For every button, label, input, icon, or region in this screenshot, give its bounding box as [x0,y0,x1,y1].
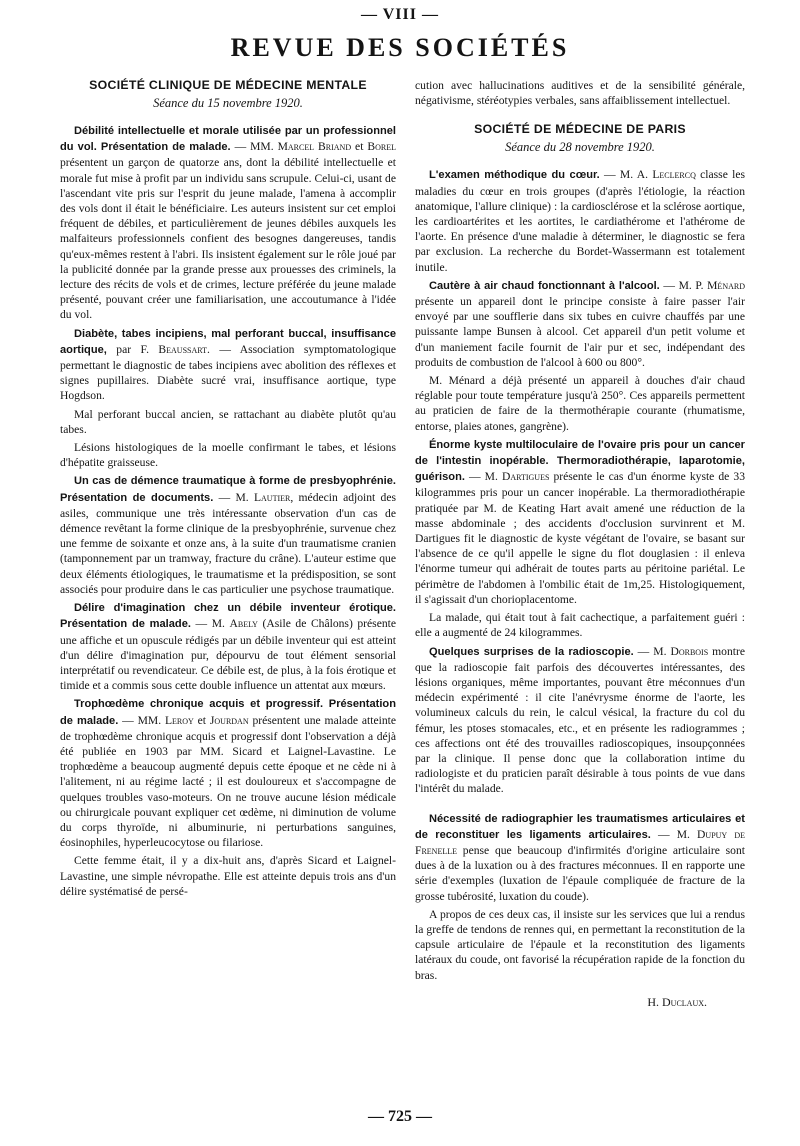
author-name: F. Beaussart [140,342,207,356]
author-name: Dupuy de Frenelle [415,827,745,857]
article-heading: Débilité intellectuelle et morale utilisée par un professionnel du vol. Présentation de malade. [60,125,396,154]
article-paragraph: Nécessité de radiographier les traumatismes articulaires et de reconstituer les ligaments articulaires. — M. Dupuy de Frenelle pense que beaucoup d'infirmités d'origine articulaire sont dues à de la luxation ou à des fractures méconnues. Il en rapporte une série d'exemples (luxation de l'épaule compliquée de fracture de la grosse tubérosité, luxation du coude). [415,812,745,903]
author-name: Leroy [164,713,194,727]
article-body: pense que beaucoup d'infirmités d'origine articulaire sont dues à de la luxation ou à des fractures méconnues. Il en rapporte une série d'exemples (luxation de l'épaule compliquée de fracture de la grosse tubérosité, luxation du coude). [415,843,745,903]
article-paragraph: Lésions histologiques de la moelle confirmant le tabes, et lésions d'hépatite graisseuse. [60,441,396,470]
article-paragraph: A propos de ces deux cas, il insiste sur les services que lui a rendus la greffe de tendons de rennes qui, en permettant la reconstitution de la capsule articulaire de l'épaule et la reconstitution des ligaments latéraux du coude, ont favorisé la récupération rapide de la fonction du bras. [415,907,745,982]
continued-paragraph: cution avec hallucinations auditives et de la sensibilité générale, négativisme, stéréotypies verbales, sans affaiblissement intellectuel. [415,79,745,108]
article-paragraph: Mal perforant buccal ancien, se rattachant au diabète plutôt qu'au tabes. [60,407,396,436]
article-body: , médecin adjoint des asiles, communique une très intéressante observation d'un cas de démence revêtant la forme clinique de la presbyophrénie, survenue chez une femme de soixante et onze ans, à la suite d'un traumatisme cranien (tamponnement par un tramway, fracture du crâne). L'auteur estime que deux éléments étiologiques, le traumatisme et la prédisposition, se sont associés pour produire dans le cas particulier une psychose traumatique. [60,490,396,596]
article-body: présente un appareil dont le principe consiste à faire passer l'air envoyé par une soufflerie dans six tubes en cuivre chauffés par une puissante lampe Bunsen à alcool. Cet appareil d'un petit volume et d'un maniement facile fournit de l'air pur et sec, indépendant des produits de combustion de l'alcool à 600 ou 800°. [415,295,745,369]
article-paragraph: M. Ménard a déjà présenté un appareil à douches d'air chaud réglable pour toute température jusqu'à 250°. Ces appareils permettent au praticien de faire de la thermothérapie courante (rhumatisme, entorse, plaies atones, gangrène). [415,374,745,433]
session-date: Séance du 28 novembre 1920. [505,140,655,155]
article-heading: Un cas de démence traumatique à forme de presbyophrénie. Présentation de documents. [60,475,396,504]
article-heading: Énorme kyste multiloculaire de l'ovaire pris pour un cancer de l'intestin inopérable. Thermoradiothérapie, laparotomie, guérison. [415,438,745,484]
article-body: montre que la radioscopie fait parfois des découvertes intéressantes, des lésions organiques, même importantes, pouvant être méconnues d'un médecin expérimenté : il cite l'anévrysme énorme de l'aorte, les volumineux calculs du rein, le calcul vésical, la fracture du col du fémur, les ptoses stomacales, etc., et en présente les radiogrammes ; ces affections ont été des trouvailles radioscopiques, insoupçonnées par la clinique. Il pense donc que la collaboration intime du radiologiste et du praticien paraît désirable à tous points de vue dans l'intérêt du malade. [415,644,745,796]
article-heading: L'examen méthodique du cœur. [429,169,600,182]
author-name: Jourdan [209,713,249,727]
article-paragraph: Quelques surprises de la radioscopie. — M. Dorbois montre que la radioscopie fait parfois des découvertes intéressantes, des lésions organiques, même importantes, pouvant être méconnues d'un médecin expérimenté : il cite l'anévrysme énorme de l'aorte, les volumineux calculs du rein, le calcul vésical, la fracture du col du fémur, les ptoses stomacales, etc., et en présente les radiogrammes ; ces affections ont été des trouvailles radioscopiques, insoupçonnées par la clinique. Il pense donc que la collaboration intime du radiologiste et du praticien paraît désirable à tous points de vue dans l'intérêt du malade. [415,644,745,796]
author-name: Dorbois [670,644,709,658]
author-name: Marcel Briand [277,140,352,154]
article-paragraph: Débilité intellectuelle et morale utilisée par un professionnel du vol. Présentation de malade. — MM. Marcel Briand et Borel présentent un garçon de quatorze ans, dont la débilité intellectuelle et morale fut mise à profit par un individu sans scrupule. Celui-ci, usant de l'ascendant vite pris sur l'esprit du jeune malade, l'amena à accomplir des vols dont il était le bénéficiaire. Les auteurs insistent sur cet emploi fréquent de débiles, et particulièrement de jeunes débiles auxquels les malfaiteurs professionnels confient des besognes dangereuses, tandis qu'eux-mêmes restent à l'abri. Ils insistent également sur le rôle joué par la publicité donnée par la grande presse aux prouesses des criminels, la lecture des récits de vols et de crimes, lecture préférée du jeune malade présenté, pouvant créer une familiarisation, une accoutumance à l'idée du vol. [60,125,396,322]
signature: H. Duclaux. [647,994,707,1009]
author-name: Ménard [707,278,745,292]
article-paragraph: Cautère à air chaud fonctionnant à l'alcool. — M. P. Ménard présente un appareil dont le principe consiste à faire passer l'air envoyé par une soufflerie dans six tubes en cuivre chauffés par une puissante lampe Bunsen à alcool. Cet appareil d'un petit volume et d'un maniement facile fournit de l'air pur et sec, indépendant des produits de combustion de l'alcool à 600 ou 800°. [415,278,745,369]
article-heading: Trophœdème chronique acquis et progressif. Présentation de malade. [60,698,396,727]
article-body: présente le cas d'un énorme kyste de 33 kilogrammes pris pour un cancer inopérable. La thermoradiothérapie pratiquée par M. de Keating Hart avait amené une réduction de la masse abdominale ; des accidents d'occlusion survinrent et M. Dartigues fit le diagnostic de kyste végétant de l'ovaire, se basant sur l'absence de ce qu'il appelle le signe du flot douglasien : il enleva l'énorme tumeur qui adhérait de toutes parts au péritoine pariétal. Le périmètre de l'abdomen à l'ombilic était de 1m,25. Histologiquement, il s'agissait d'un chorioplacentome. [415,470,745,606]
author-name: Leclercq [652,168,696,182]
article-body: (Asile de Châlons) présente une affiche et un opuscule rédigés par un débile inventeur qui est atteint d'un délire d'imagination pur, dépourvu de tout élément sensorial interprétatif ou revendicateur. Ce débile est, de plus, à la fois érotique et timide et a commis sous cette double influence un attentat aux mœurs. [60,617,396,693]
article-paragraph: Un cas de démence traumatique à forme de presbyophrénie. Présentation de documents. — M. Lautier, médecin adjoint des asiles, communique une très intéressante observation d'un cas de démence revêtant la forme clinique de la presbyophrénie, survenue chez une femme de soixante et onze ans, à la suite d'un traumatisme cranien (tamponnement par un tramway, fracture du crâne). L'auteur estime que deux éléments étiologiques, le traumatisme et la prédisposition, se sont associés pour produire dans le cas particulier une psychose traumatique. [60,475,396,596]
author-name: Lautier [253,490,291,504]
article-heading: Cautère à air chaud fonctionnant à l'alcool. [429,279,660,292]
article-body: présentent une malade atteinte de trophœdème chronique acquis et progressif dont l'observation a déjà été publiée en 1903 par MM. Sicard et Laignel-Lavastine. Le trophœdème a beaucoup augmenté depuis cette époque et ne cède ni à l'alitement, ni au régime lacté ; il est douloureux et s'accompagne de quelques troubles vaso-moteurs. On ne trouve aucune lésion médicale ou chirurgicale pouvant expliquer cet œdème, ni diminution de volume du corps thyroïde, ni albuminurie, ni perturbations sanguines, éosinophiles, hyperleucocytose ou filariose. [60,713,396,850]
page-title: REVUE DES SOCIÉTÉS [230,33,570,62]
article-paragraph: Diabète, tabes incipiens, mal perforant buccal, insuffisance aortique, par F. Beaussart. — Association symptomatologique permettant le diagnostic de tabes incipiens avec abolition des réflexes et signes pupillaires. Diabète sucré vrai, insuffisance aortique, type Hogdson. [60,327,396,403]
article-body: . — Association symptomatologique permettant le diagnostic de tabes incipiens avec abolition des réflexes et signes pupillaires. Diabète sucré vrai, insuffisance aortique, type Hogdson. [60,342,396,403]
article-paragraph: La malade, qui était tout à fait cachectique, a parfaitement guéri : elle a augmenté de 24 kilogrammes. [415,611,745,640]
article-body: présentent un garçon de quatorze ans, dont la débilité intellectuelle et morale fut mise à profit par un individu sans scrupule. Celui-ci, usant de l'ascendant vite pris sur l'esprit du jeune malade, l'amena à accomplir des vols dont il était le bénéficiaire. Les auteurs insistent sur cet emploi fréquent de débiles, et particulièrement de jeunes débiles auxquels les malfaiteurs professionnels confient des besognes dangereuses, tandis qu'eux-mêmes restent à l'abri. Ils insistent également sur le rôle joué par la publicité donnée par la grande presse aux prouesses des criminels, la lecture des récits de vols et de crimes, lecture préférée du jeune malade présenté, pouvant créer une familiarisation, une accoutumance à l'idée du vol. [60,156,396,322]
article-body: classe les maladies du cœur en trois groupes (d'après l'étiologie, la réaction anatomique, l'allure clinique) : la cardiosclérose et la sclérose aortique, les cardioartérites et les aortites, le cardiathérome et l'athérome de l'aorte. En présence d'une maladie à déterminer, le diagnostic se fera par exclusion. La recherche du Bordet-Wassermann est totalement inutile. [415,168,746,274]
article-heading: Délire d'imagination chez un débile inventeur érotique. Présentation de malade. [60,602,396,631]
author-name: Abely [229,617,258,631]
society-heading: SOCIÉTÉ DE MÉDECINE DE PARIS [474,122,686,137]
article-paragraph: Délire d'imagination chez un débile inventeur érotique. Présentation de malade. — M. Abely (Asile de Châlons) présente une affiche et un opuscule rédigés par un débile inventeur qui est atteint d'un délire d'imagination pur, dépourvu de tout élément sensorial interprétatif ou revendicateur. Ce débile est, de plus, à la fois érotique et timide et a commis sous cette double influence un attentat aux mœurs. [60,602,396,693]
author-name: Borel [367,140,396,154]
page-folio: — VIII — [361,6,439,23]
right-column [415,78,745,1022]
author-name: Dartigues [501,470,550,484]
article-heading: Diabète, tabes incipiens, mal perforant buccal, insuffisance aortique, [60,327,396,356]
page-number: — 725 — [368,1108,432,1125]
article-paragraph: Trophœdème chronique acquis et progressif. Présentation de malade. — MM. Leroy et Jourdan présentent une malade atteinte de trophœdème chronique acquis et progressif dont l'observation a déjà été publiée en 1903 par MM. Sicard et Laignel-Lavastine. Le trophœdème a beaucoup augmenté depuis cette époque et ne cède ni à l'alitement, ni au régime lacté ; il est douloureux et s'accompagne de quelques troubles vaso-moteurs. On ne trouve aucune lésion médicale ou chirurgicale pouvant expliquer cet œdème, ni diminution de volume du corps thyroïde, ni albuminurie, ni perturbations sanguines, éosinophiles, hyperleucocytose ou filariose. [60,698,396,850]
article-paragraph: L'examen méthodique du cœur. — M. A. Leclercq classe les maladies du cœur en trois groupes (d'après l'étiologie, la réaction anatomique, l'allure clinique) : la cardiosclérose et la sclérose aortique, les cardioartérites et les aortites, le cardiathérome et l'athérome de l'aorte. En présence d'une maladie à déterminer, le diagnostic se fera par exclusion. La recherche du Bordet-Wassermann est totalement inutile. [415,168,746,274]
article-heading: Nécessité de radiographier les traumatismes articulaires et de reconstituer les ligaments articulaires. [415,812,745,841]
article-paragraph: Cette femme était, il y a dix-huit ans, d'après Sicard et Laignel-Lavastine, une simple névropathe. Elle est atteinte depuis trois ans d'un délire systématisé de persé- [60,854,396,898]
session-date: Séance du 15 novembre 1920. [153,96,303,110]
article-paragraph: Énorme kyste multiloculaire de l'ovaire pris pour un cancer de l'intestin inopérable. Thermoradiothérapie, laparotomie, guérison. — M. Dartigues présente le cas d'un énorme kyste de 33 kilogrammes pris pour un cancer inopérable. La thermoradiothérapie pratiquée par M. de Keating Hart avait amené une réduction de la masse abdominale ; des accidents d'occlusion survinrent et M. Dartigues fit le diagnostic de kyste végétant de l'ovaire, se basant sur l'absence de ce qu'il appelle le signe du flot douglasien : il enleva l'énorme tumeur qui adhérait de toutes parts au péritoine pariétal. Le périmètre de l'abdomen à l'ombilic était de 1m,25. Histologiquement, il s'agissait d'un chorioplacentome. [415,438,745,606]
article-heading: Quelques surprises de la radioscopie. [429,645,634,658]
left-column [60,78,396,899]
society-heading: SOCIÉTÉ CLINIQUE DE MÉDECINE MENTALE [89,78,367,92]
